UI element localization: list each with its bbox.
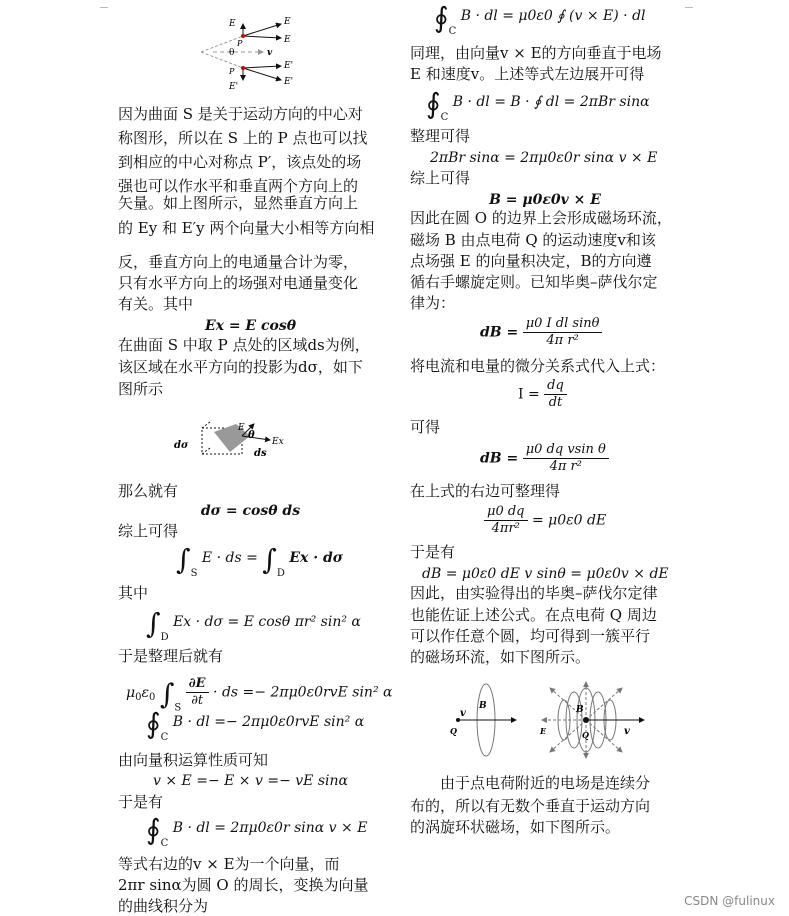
fig2-label: dσ [174,440,189,451]
paragraph-line: 由于点电荷附近的电场是连续分 [440,774,651,792]
paragraph-line: 只有水平方向上的场强对电通量变化 [118,274,359,292]
figure-magnetic-loops [446,678,656,760]
equation-db [480,442,609,475]
equation-circulation: $∮_C$ B · dl = 2πμ0ε0r sinα v × E [146,813,368,849]
paragraph-line: 于是有 [410,543,456,561]
eq-part: E · ds = [201,550,258,566]
paragraph-line: 那么就有 [118,482,179,500]
fig3-label: v [460,708,466,719]
eq-part: dB = [480,324,519,341]
paragraph-line: 于是整理后就有 [118,647,224,665]
fig1-label: v [267,48,273,58]
equation-simplify [484,504,606,537]
fig1-label: P [229,67,235,76]
paragraph-line: 的涡旋环状磁场，如下图所示。 [410,818,621,836]
paragraph-line: 强也可以作水平和垂直两个方向上的 [118,177,359,195]
equation-r2: $∮_C$ B · dl = B · ∮ dl = 2πBr sinα [426,87,650,123]
fig1-label: E [284,17,291,27]
paragraph-line: E 和速度v。上述等式左边展开可得 [410,65,645,83]
fig1-label: E' [284,61,294,71]
corner-mark [100,0,108,8]
fig2-label: θ [248,430,255,441]
fig3-label: Q [582,730,589,740]
paragraph-line: 于是有 [118,793,164,811]
paragraph-line: 因为曲面 S 是关于运动方向的中心对 [118,105,363,123]
equation-biot-savart [480,316,602,349]
eq-den: 4π r² [549,459,582,474]
paragraph-line: 其中 [118,584,149,602]
eq-part: B · dl = B · ∮ dl = 2πBr sinα [452,94,650,110]
eq-part: = μ0ε0 dE [531,512,607,529]
fig1-label: E [229,19,236,29]
fig3-label: B [576,705,584,715]
paragraph-line: 等式右边的v × E为一个向量，而 [118,855,340,873]
paragraph-line: 也能佐证上述公式。在点电荷 Q 周边 [410,606,657,624]
paragraph-line: 综上可得 [118,522,179,540]
paragraph-line: 布的，所以有无数个垂直于运动方向 [410,797,651,815]
equation-circulation-neg: $∮_C$ B · dl =− 2πμ0ε0rvE sin² α [146,707,365,743]
paragraph-line: 律为： [410,294,456,312]
paragraph-line: 同理，由向量v × E的方向垂直于电场 [410,44,662,62]
fig3-label: B [479,701,487,711]
paragraph-line: 的 Ey 和 E′y 两个向量大小相等方向相 [118,219,375,237]
fig1-label: P [237,39,243,48]
paragraph-line: 将电流和电量的微分关系式代入上式： [410,357,666,375]
paragraph-line: 可得 [410,418,441,436]
equation-r1: $∮_C$ B · dl = μ0ε0 ∮ (v × E) · dl [434,1,646,37]
fig1-label: E [284,35,291,45]
paragraph-line: 循右手螺旋定则。已知毕奥–萨伐尔定 [410,273,658,291]
equation-time-derivative: $\mu_0\varepsilon_0$ $\int_S$ $\frac{\partial E}{\partial t}$ · ds =− 2πμ0ε0rvE sin² α [126,676,393,714]
equation-r4: B = μ0ε0v × E [489,192,601,208]
eq-part: · ds =− 2πμ0ε0rvE sin² α [213,684,393,701]
eq-part: B · dl = 2πμ0ε0r sinα v × E [172,820,368,836]
paragraph-line: 2πr sinα为圆 O 的周长，变换为向量 [118,876,369,894]
paragraph-line: 该区域在水平方向的投影为dσ，如下 [118,358,363,376]
paragraph-line: 点场强 E 的向量积决定，B的方向遵 [410,252,652,270]
equation-flux: $\int_S$ E · ds = $\int_D$ Ex · dσ [176,543,344,579]
paragraph-line: 磁场 B 由点电荷 Q 的运动速度v和该 [410,231,656,249]
paragraph-line: 在上式的右边可整理得 [410,482,561,500]
eq-num: μ0 dq [484,504,528,521]
eq-part: B · dl =− 2πμ0ε0rvE sin² α [172,714,365,730]
paragraph-line: 图所示 [118,380,164,398]
fig3-label: Q [450,726,457,736]
figure-field-vectors [193,12,323,92]
fig1-label: θ [229,48,235,58]
paragraph-line: 有关。其中 [118,295,194,313]
fig2-label: E [238,423,245,433]
eq-den: 4π r² [546,333,579,348]
paragraph-line: 由向量积运算性质可知 [118,751,269,769]
equation-r3: 2πBr sinα = 2πμ0ε0r sinα v × E [430,150,658,166]
eq-part: Ex · dσ = E cosθ πr² sin² α [173,614,361,630]
paragraph-line: 反，垂直方向上的电通量合计为零， [118,253,359,271]
eq-den: 4πr² [491,521,520,536]
fig1-label: E' [284,77,294,87]
corner-mark [685,0,693,8]
equation-dsigma: dσ = cosθ ds [200,503,301,519]
eq-num: μ0 dq vsin θ [523,442,609,459]
eq-sub: D [276,568,285,579]
figure-projection [170,418,290,466]
fig1-label: E' [229,82,239,92]
paragraph-line: 矢量。如上图所示，显然垂直方向上 [118,194,359,212]
equation-ex-dsigma: $\int_D$ Ex · dσ = E cosθ πr² sin² α [146,607,361,643]
paragraph-line: 因此，由实验得出的毕奥–萨伐尔定律 [410,584,658,602]
equation-final: dB = μ0ε0 dE v sinθ = μ0ε0v × dE [422,566,669,582]
eq-den: dt [548,395,563,410]
fig2-label: ds [254,448,267,459]
eq-sub: S [190,568,198,579]
paragraph-line: 因此在圆 O 的边界上会形成磁场环流， [410,209,672,227]
paragraph-line: 综上可得 [410,169,471,187]
paragraph-line: 的磁场环流，如下图所示。 [410,648,591,666]
eq-num: μ0 I dl sinθ [523,316,603,333]
eq-part: Ex · dσ [289,550,344,566]
fig3-label: E [540,726,547,736]
paragraph-line: 到相应的中心对称点 P′，该点处的场 [118,153,362,171]
paragraph-line: 的曲线积分为 [118,897,209,915]
fig2-label: Ex [272,437,284,447]
eq-part: B · dl = μ0ε0 ∮ (v × E) · dl [460,8,646,24]
fig3-label: v [624,726,630,737]
eq-part: dB = [480,450,519,467]
equation-cross: v × E =− E × v =− vE sinα [153,773,348,789]
paragraph-line: 称图形，所以在 S 上的 P 点也可以找 [118,129,368,147]
eq-part: I = [518,386,540,403]
watermark: CSDN @fulinux [684,894,775,908]
eq-num: dq [544,378,567,395]
paragraph-line: 整理可得 [410,127,471,145]
equation-current [518,378,567,411]
paragraph-line: 可以作任意个圆，均可得到一簇平行 [410,627,651,645]
equation-ex: Ex = E cosθ [204,318,297,334]
paragraph-line: 在曲面 S 中取 P 点处的区域ds为例， [118,336,370,354]
